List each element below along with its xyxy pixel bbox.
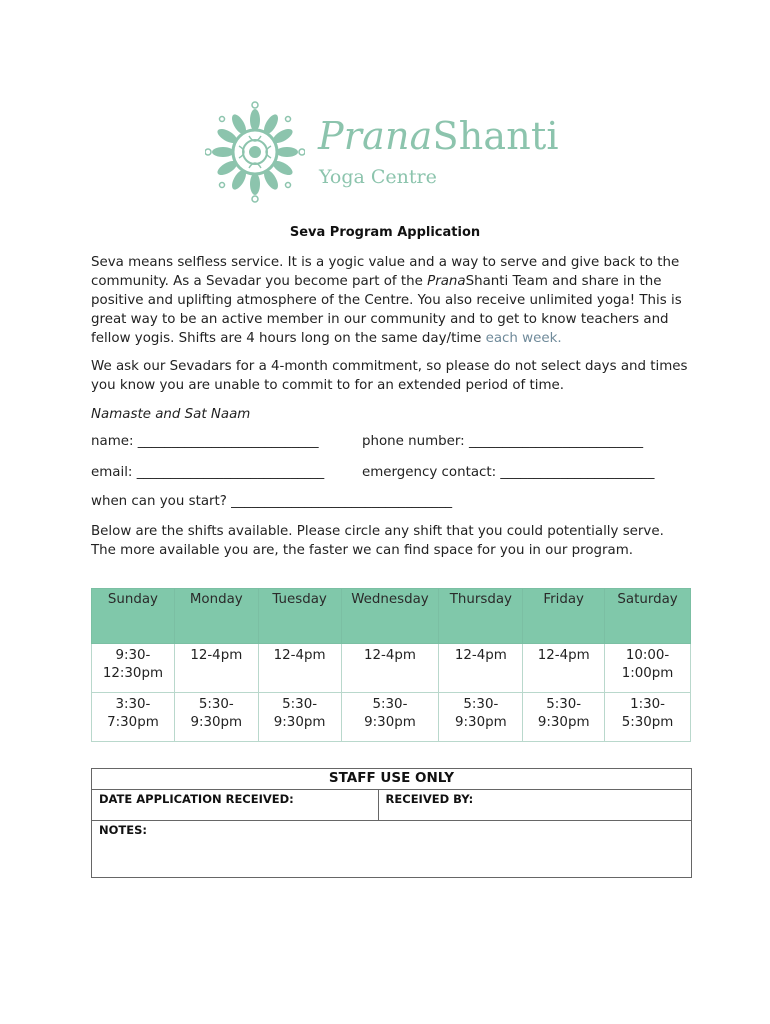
- greeting: Namaste and Sat Naam: [91, 407, 251, 422]
- shifts-instructions: Below are the shifts available. Please circle any shift that you could potentially serve. The more available you are, the faster we can find space for you in our program.: [91, 524, 664, 558]
- day-header: Wednesday: [341, 589, 439, 644]
- staff-use-table: [91, 768, 692, 878]
- shift-cell[interactable]: 5:30- 9:30pm: [174, 693, 258, 742]
- day-header: Thursday: [439, 589, 523, 644]
- date-received-field[interactable]: DATE APPLICATION RECEIVED:: [92, 790, 379, 821]
- name-field[interactable]: name: ___________________________: [91, 434, 319, 449]
- logo-subtitle: Yoga Centre: [319, 166, 437, 188]
- intro-paragraph: Seva means selfless service. It is a yogic value and a way to serve and give back to the community. As a Sevadar you become part of the PranaShanti Team and share in the positive and uplifting atmosphere of the Centre. You also receive unlimited yoga! This is great way to be an active member in our community and to get to know teachers and fellow yogis. Shifts are 4 hours long on the same day/time each week.: [91, 255, 682, 346]
- day-header: Monday: [174, 589, 258, 644]
- shifts-table: [91, 588, 691, 742]
- mandala-icon: [205, 100, 305, 205]
- logo-wordmark: PranaShanti: [318, 114, 559, 158]
- notes-field[interactable]: NOTES:: [92, 821, 692, 878]
- day-header: Sunday: [92, 589, 175, 644]
- emergency-contact-field[interactable]: emergency contact: _______________________: [362, 465, 655, 480]
- page-title: Seva Program Application: [289, 225, 481, 240]
- day-header: Friday: [523, 589, 605, 644]
- day-header: Saturday: [605, 589, 691, 644]
- shift-cell[interactable]: 12-4pm: [341, 644, 439, 693]
- shift-cell[interactable]: 5:30- 9:30pm: [341, 693, 439, 742]
- shift-cell[interactable]: 5:30- 9:30pm: [439, 693, 523, 742]
- shift-cell[interactable]: 5:30- 9:30pm: [523, 693, 605, 742]
- phone-field[interactable]: phone number: __________________________: [362, 434, 644, 449]
- day-header: Tuesday: [258, 589, 341, 644]
- shift-cell[interactable]: 9:30- 12:30pm: [92, 644, 175, 693]
- shift-cell[interactable]: 12-4pm: [258, 644, 341, 693]
- start-date-field[interactable]: when can you start? _________________________________: [91, 494, 453, 509]
- shift-cell[interactable]: 3:30- 7:30pm: [92, 693, 175, 742]
- received-by-field[interactable]: RECEIVED BY:: [378, 790, 691, 821]
- logo: [205, 100, 575, 205]
- staff-use-heading: STAFF USE ONLY: [92, 769, 692, 790]
- shift-cell[interactable]: 10:00- 1:00pm: [605, 644, 691, 693]
- shift-cell[interactable]: 12-4pm: [523, 644, 605, 693]
- commitment-paragraph: We ask our Sevadars for a 4-month commitment, so please do not select days and times you know you are unable to commit to for an extended period of time.: [91, 359, 688, 393]
- shift-cell[interactable]: 12-4pm: [439, 644, 523, 693]
- shifts-header-row: [92, 589, 691, 644]
- shift-cell[interactable]: 5:30- 9:30pm: [258, 693, 341, 742]
- shift-row-early: [92, 644, 691, 693]
- shift-cell[interactable]: 12-4pm: [174, 644, 258, 693]
- email-field[interactable]: email: ____________________________: [91, 465, 325, 480]
- shift-row-late: [92, 693, 691, 742]
- shift-cell[interactable]: 1:30- 5:30pm: [605, 693, 691, 742]
